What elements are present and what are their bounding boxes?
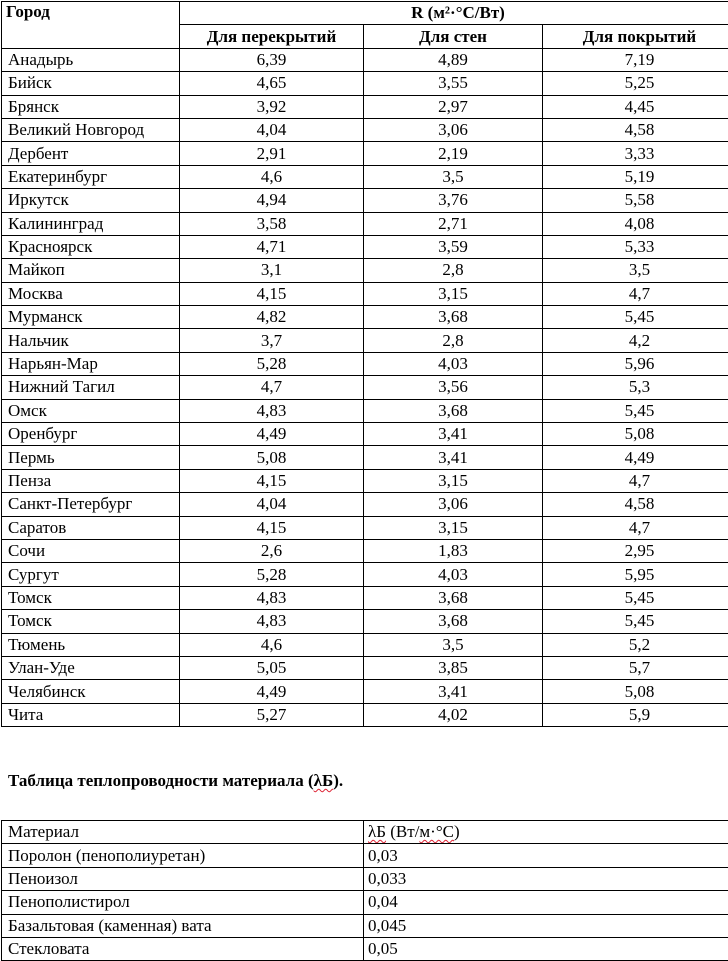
- title-suffix: ).: [333, 771, 343, 790]
- roofs-cell: 5,96: [543, 352, 728, 375]
- walls-cell: 3,68: [364, 399, 543, 422]
- table-row: [2, 914, 728, 937]
- floors-cell: 5,27: [180, 703, 364, 726]
- floors-cell: 3,7: [180, 329, 364, 352]
- floors-cell: 4,82: [180, 306, 364, 329]
- floors-column-header: Для перекрытий: [180, 25, 364, 48]
- title-prefix: Таблица теплопроводности материала (: [8, 771, 314, 790]
- city-cell: Томск: [2, 586, 180, 609]
- roofs-cell: 5,33: [543, 235, 728, 258]
- table-row: [2, 165, 728, 188]
- roofs-cell: 5,58: [543, 189, 728, 212]
- walls-cell: 2,71: [364, 212, 543, 235]
- r-column-header: R (м²·°С/Вт): [180, 2, 728, 25]
- lambda-header-symbol: λБ: [368, 822, 386, 841]
- roofs-cell: 5,08: [543, 423, 728, 446]
- city-cell: Челябинск: [2, 680, 180, 703]
- city-cell: Улан-Уде: [2, 656, 180, 679]
- table-row: [2, 423, 728, 446]
- floors-cell: 4,6: [180, 165, 364, 188]
- material-cell: Пенополистирол: [2, 891, 364, 914]
- roofs-cell: 5,7: [543, 656, 728, 679]
- table-row: [2, 844, 728, 867]
- value-cell: 0,04: [364, 891, 728, 914]
- roofs-cell: 5,3: [543, 376, 728, 399]
- walls-cell: 3,15: [364, 469, 543, 492]
- roofs-cell: 4,49: [543, 446, 728, 469]
- table-row: [2, 703, 728, 726]
- floors-cell: 4,83: [180, 610, 364, 633]
- floors-cell: 4,7: [180, 376, 364, 399]
- material-cell: Стекловата: [2, 937, 364, 960]
- value-cell: 0,05: [364, 937, 728, 960]
- table-row: [2, 306, 728, 329]
- lambda-column-header: [364, 821, 728, 844]
- walls-cell: 3,68: [364, 610, 543, 633]
- table-row: [2, 891, 728, 914]
- floors-cell: 4,15: [180, 282, 364, 305]
- walls-cell: 3,59: [364, 235, 543, 258]
- value-cell: 0,033: [364, 867, 728, 890]
- floors-cell: 3,1: [180, 259, 364, 282]
- table-row: [2, 282, 728, 305]
- city-cell: Нарьян-Мар: [2, 352, 180, 375]
- city-cell: Томск: [2, 610, 180, 633]
- city-cell: Пермь: [2, 446, 180, 469]
- table-row: [2, 399, 728, 422]
- city-cell: Нальчик: [2, 329, 180, 352]
- floors-cell: 4,15: [180, 516, 364, 539]
- walls-cell: 3,68: [364, 586, 543, 609]
- city-cell: Екатеринбург: [2, 165, 180, 188]
- lambda-symbol: λБ: [314, 771, 334, 790]
- table-row: [2, 48, 728, 71]
- walls-cell: 4,03: [364, 352, 543, 375]
- floors-cell: 5,08: [180, 446, 364, 469]
- walls-cell: 3,15: [364, 282, 543, 305]
- table-row: [2, 329, 728, 352]
- table-row: [2, 212, 728, 235]
- roofs-cell: 5,45: [543, 586, 728, 609]
- floors-cell: 3,58: [180, 212, 364, 235]
- table-row: [2, 469, 728, 492]
- floors-cell: 4,83: [180, 586, 364, 609]
- table-row: [2, 516, 728, 539]
- roofs-cell: 3,33: [543, 142, 728, 165]
- table-row: [2, 937, 728, 960]
- city-column-header: Город: [2, 2, 180, 49]
- floors-cell: 5,28: [180, 563, 364, 586]
- roofs-cell: 5,95: [543, 563, 728, 586]
- floors-cell: 4,83: [180, 399, 364, 422]
- roofs-cell: 5,45: [543, 610, 728, 633]
- roofs-cell: 5,45: [543, 399, 728, 422]
- roofs-cell: 4,08: [543, 212, 728, 235]
- walls-cell: 3,55: [364, 72, 543, 95]
- table-row: [2, 189, 728, 212]
- walls-cell: 3,76: [364, 189, 543, 212]
- table-row: [2, 586, 728, 609]
- city-cell: Майкоп: [2, 259, 180, 282]
- city-cell: Анадырь: [2, 48, 180, 71]
- roofs-cell: 5,9: [543, 703, 728, 726]
- walls-cell: 1,83: [364, 539, 543, 562]
- table-row: [2, 610, 728, 633]
- city-cell: Великий Новгород: [2, 118, 180, 141]
- city-cell: Красноярск: [2, 235, 180, 258]
- walls-cell: 4,02: [364, 703, 543, 726]
- city-cell: Сочи: [2, 539, 180, 562]
- material-cell: Пеноизол: [2, 867, 364, 890]
- roofs-cell: 5,2: [543, 633, 728, 656]
- walls-cell: 3,5: [364, 165, 543, 188]
- city-cell: Пенза: [2, 469, 180, 492]
- table-row: [2, 118, 728, 141]
- city-cell: Чита: [2, 703, 180, 726]
- roofs-cell: 4,7: [543, 469, 728, 492]
- table-row: [2, 446, 728, 469]
- conductivity-header-row: [2, 821, 728, 844]
- floors-cell: 4,04: [180, 493, 364, 516]
- roofs-cell: 4,58: [543, 493, 728, 516]
- conductivity-table-body: [2, 844, 728, 961]
- floors-cell: 4,71: [180, 235, 364, 258]
- city-cell: Бийск: [2, 72, 180, 95]
- roofs-cell: 5,19: [543, 165, 728, 188]
- walls-cell: 2,97: [364, 95, 543, 118]
- roofs-column-header: Для покрытий: [543, 25, 728, 48]
- walls-cell: 3,5: [364, 633, 543, 656]
- material-column-header: Материал: [2, 821, 364, 844]
- value-cell: 0,03: [364, 844, 728, 867]
- roofs-cell: 4,58: [543, 118, 728, 141]
- floors-cell: 4,6: [180, 633, 364, 656]
- roofs-cell: 5,25: [543, 72, 728, 95]
- city-cell: Москва: [2, 282, 180, 305]
- unit-open: (Вт/: [386, 822, 419, 841]
- city-cell: Брянск: [2, 95, 180, 118]
- floors-cell: 4,04: [180, 118, 364, 141]
- floors-cell: 5,28: [180, 352, 364, 375]
- roofs-cell: 4,2: [543, 329, 728, 352]
- city-cell: Нижний Тагил: [2, 376, 180, 399]
- table-row: [2, 633, 728, 656]
- material-cell: Базальтовая (каменная) вата: [2, 914, 364, 937]
- roofs-cell: 5,08: [543, 680, 728, 703]
- city-cell: Дербент: [2, 142, 180, 165]
- city-cell: Тюмень: [2, 633, 180, 656]
- walls-cell: 3,41: [364, 423, 543, 446]
- walls-cell: 3,68: [364, 306, 543, 329]
- walls-column-header: Для стен: [364, 25, 543, 48]
- walls-cell: 3,06: [364, 118, 543, 141]
- table-row: [2, 95, 728, 118]
- resistance-table-body: [2, 48, 728, 726]
- roofs-cell: 3,5: [543, 259, 728, 282]
- walls-cell: 3,41: [364, 680, 543, 703]
- table-row: [2, 376, 728, 399]
- floors-cell: 3,92: [180, 95, 364, 118]
- floors-cell: 4,94: [180, 189, 364, 212]
- roofs-cell: 4,45: [543, 95, 728, 118]
- table-row: [2, 259, 728, 282]
- floors-cell: 2,91: [180, 142, 364, 165]
- floors-cell: 4,49: [180, 423, 364, 446]
- value-cell: 0,045: [364, 914, 728, 937]
- roofs-cell: 4,7: [543, 516, 728, 539]
- material-cell: Поролон (пенополиуретан): [2, 844, 364, 867]
- table-row: [2, 563, 728, 586]
- walls-cell: 3,41: [364, 446, 543, 469]
- conductivity-table-title: [8, 771, 343, 791]
- table-row: [2, 352, 728, 375]
- walls-cell: 3,85: [364, 656, 543, 679]
- city-cell: Санкт-Петербург: [2, 493, 180, 516]
- city-cell: Оренбург: [2, 423, 180, 446]
- floors-cell: 5,05: [180, 656, 364, 679]
- table-row: [2, 867, 728, 890]
- table-row: [2, 235, 728, 258]
- city-cell: Мурманск: [2, 306, 180, 329]
- roofs-cell: 2,95: [543, 539, 728, 562]
- floors-cell: 4,15: [180, 469, 364, 492]
- table-row: [2, 539, 728, 562]
- walls-cell: 2,8: [364, 329, 543, 352]
- floors-cell: 2,6: [180, 539, 364, 562]
- walls-cell: 3,06: [364, 493, 543, 516]
- table-row: [2, 72, 728, 95]
- walls-cell: 4,89: [364, 48, 543, 71]
- roofs-cell: 7,19: [543, 48, 728, 71]
- unit-mid: м·°С: [419, 822, 454, 841]
- roofs-cell: 4,7: [543, 282, 728, 305]
- walls-cell: 4,03: [364, 563, 543, 586]
- floors-cell: 4,49: [180, 680, 364, 703]
- city-cell: Сургут: [2, 563, 180, 586]
- table-row: [2, 142, 728, 165]
- unit-close: ): [454, 822, 460, 841]
- floors-cell: 6,39: [180, 48, 364, 71]
- city-cell: Калининград: [2, 212, 180, 235]
- table-row: [2, 680, 728, 703]
- city-cell: Иркутск: [2, 189, 180, 212]
- walls-cell: 2,19: [364, 142, 543, 165]
- city-cell: Саратов: [2, 516, 180, 539]
- header-row-top: [2, 2, 728, 25]
- resistance-table: [1, 1, 728, 727]
- roofs-cell: 5,45: [543, 306, 728, 329]
- conductivity-table: [1, 820, 728, 961]
- walls-cell: 3,56: [364, 376, 543, 399]
- walls-cell: 2,8: [364, 259, 543, 282]
- table-row: [2, 493, 728, 516]
- city-cell: Омск: [2, 399, 180, 422]
- table-row: [2, 656, 728, 679]
- walls-cell: 3,15: [364, 516, 543, 539]
- floors-cell: 4,65: [180, 72, 364, 95]
